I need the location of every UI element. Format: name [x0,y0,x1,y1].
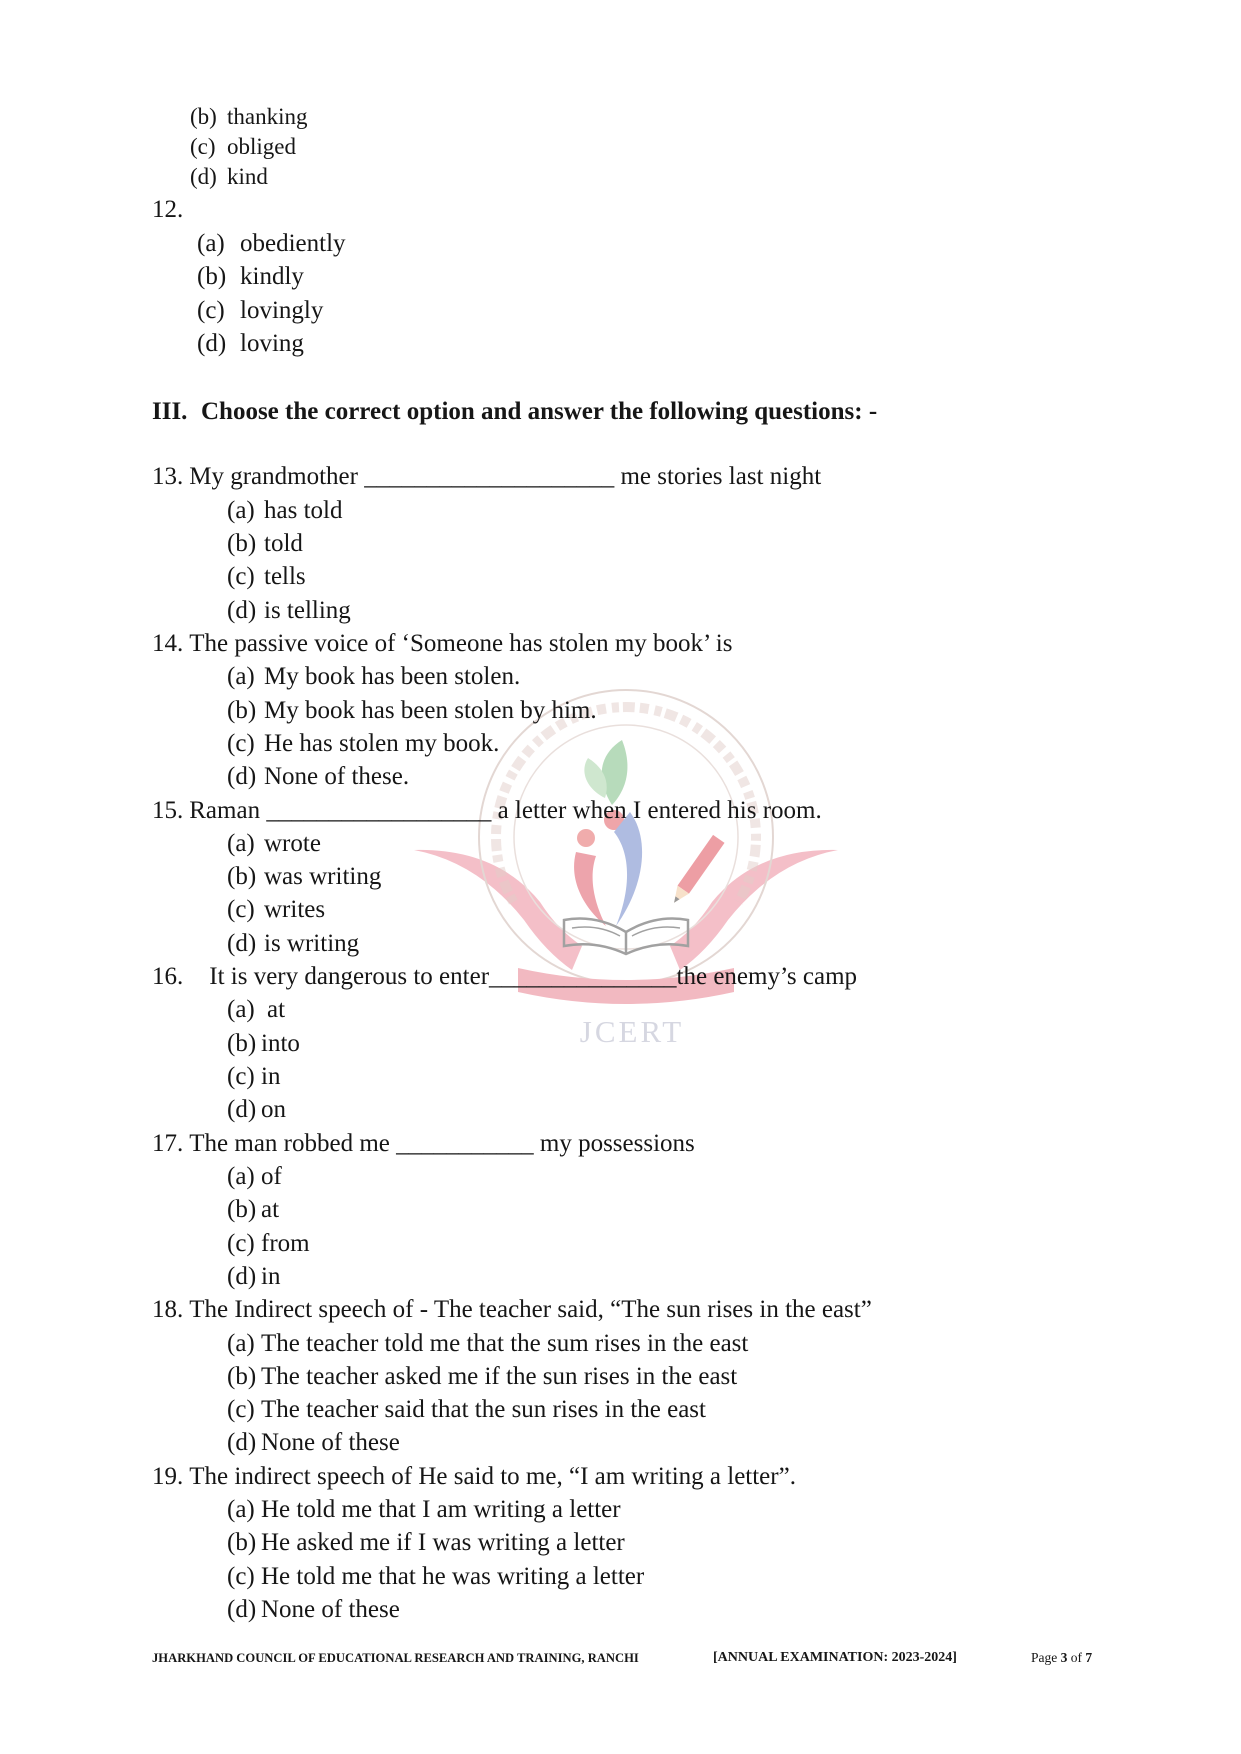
option-text: None of these [261,1596,400,1624]
question-16 [152,960,872,993]
option-label: (b) [190,104,217,129]
option-label: (c) [227,1063,255,1091]
question-13-option-d [152,594,872,627]
question-11-option-b [190,102,308,132]
question-19-option-d [152,1593,872,1626]
question-17-option-a [152,1160,872,1193]
option-label: (a) [197,229,225,257]
question-18 [152,1293,872,1326]
option-text: The teacher said that the sun rises in the east [261,1396,706,1424]
option-label: (a) [227,996,255,1024]
question-18-option-b [152,1360,872,1393]
option-label: (a) [227,829,255,857]
option-label: (a) [227,1496,255,1524]
question-17 [152,1127,872,1160]
question-15-option-d [152,927,872,960]
question-12-option-c [152,294,346,328]
logo-lettering: JCERT [579,1014,685,1049]
option-text: He asked me if I was writing a letter [261,1529,625,1557]
question-19-option-a [152,1493,872,1526]
question-number: 14. [152,629,184,657]
question-13 [152,460,872,493]
question-15-option-c [152,893,872,926]
option-label: (d) [227,1262,257,1290]
option-label: (d) [227,1096,257,1124]
question-text: The indirect speech of He said to me, “I am writing a letter”. [189,1462,796,1490]
page-current: 3 [1060,1650,1068,1665]
question-17-option-d [152,1260,872,1293]
question-number: 18. [152,1296,184,1324]
question-11-options-continued [190,102,308,192]
question-11-option-c [190,132,308,162]
option-label: (b) [227,696,257,724]
question-text: It is very dangerous to enter_______________the enemy’s camp [209,963,858,991]
question-17-option-b [152,1193,872,1226]
option-text: None of these. [264,763,410,791]
option-label: (b) [227,1362,257,1390]
option-label: (b) [227,530,257,558]
option-label: (c) [227,896,255,924]
option-label: (b) [227,1529,257,1557]
question-13-option-a [152,494,872,527]
option-text: in [261,1063,281,1091]
option-text: My book has been stolen. [264,663,521,691]
option-text: in [261,1262,281,1290]
option-label: (d) [227,763,257,791]
option-text: told [264,530,303,558]
question-18-option-a [152,1327,872,1360]
page-total: 7 [1085,1650,1093,1665]
option-text: None of these [261,1429,400,1457]
question-14 [152,627,872,660]
option-text: thanking [227,104,308,129]
option-label: (b) [227,863,257,891]
question-number: 16. [152,963,184,991]
option-text: is writing [264,929,360,957]
question-19 [152,1460,872,1493]
question-12 [152,193,346,361]
option-label: (d) [197,330,227,357]
option-text: of [261,1162,282,1190]
question-14-option-c [152,727,872,760]
option-text: at [267,996,286,1024]
option-label: (c) [227,563,255,591]
option-text: loving [240,330,304,357]
option-text: kind [227,164,268,189]
option-label: (c) [197,296,225,324]
option-text: obediently [240,229,346,257]
question-13-option-b [152,527,872,560]
option-label: (a) [227,663,255,691]
question-15-option-b [152,860,872,893]
option-text: from [261,1229,310,1257]
option-text: into [261,1029,300,1057]
option-text: is telling [264,596,351,624]
option-text: at [261,1196,280,1224]
question-number: 13. [152,463,184,491]
option-label: (c) [227,1396,255,1424]
section-numeral: III. [152,398,188,425]
question-16-option-b [152,1027,872,1060]
question-text: My grandmother ____________________ me stories last night [189,463,822,491]
question-13-option-c [152,560,872,593]
question-16-option-d [152,1093,872,1126]
question-text: The passive voice of ‘Someone has stolen my book’ is [189,629,733,657]
question-18-option-c [152,1393,872,1426]
question-18-option-d [152,1426,872,1459]
question-12-option-a [152,227,346,261]
section-heading-text: Choose the correct option and answer the following questions: - [201,398,878,425]
option-text: kindly [240,263,304,290]
option-label: (b) [227,1029,257,1057]
option-text: obliged [227,134,296,159]
option-label: (a) [227,1162,255,1190]
question-11-option-d [190,162,308,192]
footer-exam-title: [ANNUAL EXAMINATION: 2023-2024] [713,1650,957,1665]
option-text: has told [264,496,343,524]
question-text: The man robbed me ___________ my possessions [189,1129,695,1157]
option-label: (c) [227,1562,255,1590]
option-text: writes [264,896,326,924]
option-label: (c) [190,134,216,159]
question-16-option-a [152,993,872,1026]
option-label: (b) [227,1196,257,1224]
option-label: (c) [227,729,255,757]
option-label: (d) [190,164,217,189]
option-text: was writing [264,863,382,891]
option-text: My book has been stolen by him. [264,696,597,724]
question-14-option-d [152,760,872,793]
option-text: He told me that I am writing a letter [261,1496,621,1524]
question-number: 17. [152,1129,184,1157]
question-number: 15. [152,796,184,824]
option-label: (b) [197,263,227,290]
question-text: The Indirect speech of - The teacher said, “The sun rises in the east” [189,1296,872,1324]
option-text: He has stolen my book. [264,729,500,757]
option-text: The teacher told me that the sum rises in the east [261,1329,749,1357]
option-label: (c) [227,1229,255,1257]
footer-organisation: JHARKHAND COUNCIL OF EDUCATIONAL RESEARCH AND TRAINING, RANCHI [152,1651,639,1665]
question-16-option-c [152,1060,872,1093]
option-label: (d) [227,596,257,624]
option-label: (d) [227,929,257,957]
section-3-heading [152,395,877,429]
option-label: (d) [227,1596,257,1624]
question-15 [152,794,872,827]
option-text: wrote [264,829,321,857]
question-list [152,460,872,1626]
footer-page-number [1031,1649,1092,1667]
question-12-option-b [152,260,346,294]
page-word: Page [1031,1650,1058,1665]
option-text: The teacher asked me if the sun rises in the east [261,1362,738,1390]
question-19-option-b [152,1526,872,1559]
question-14-option-a [152,660,872,693]
question-12-option-d [152,327,346,361]
option-text: tells [264,563,306,591]
option-label: (d) [227,1429,257,1457]
option-text: He told me that he was writing a letter [261,1562,645,1590]
question-14-option-b [152,694,872,727]
option-label: (a) [227,496,255,524]
question-text: Raman __________________ a letter when I entered his room. [189,796,822,824]
question-17-option-c [152,1227,872,1260]
question-number: 19. [152,1462,184,1490]
option-label: (a) [227,1329,255,1357]
question-15-option-a [152,827,872,860]
question-19-option-c [152,1560,872,1593]
page-of: of [1070,1650,1082,1665]
option-text: on [261,1096,286,1124]
option-text: lovingly [240,296,324,324]
question-12-number: 12. [152,196,184,223]
